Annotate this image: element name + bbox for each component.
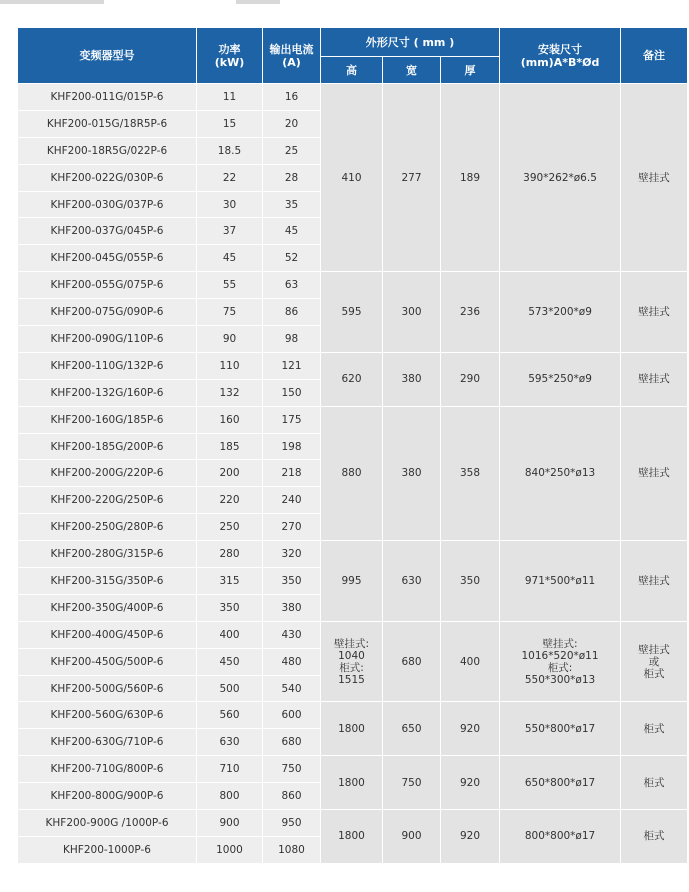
header-height: 高 bbox=[321, 57, 383, 84]
cell-current: 950 bbox=[263, 810, 321, 837]
cell-power: 15 bbox=[197, 110, 263, 137]
cell-remark: 壁挂式 或 柜式 bbox=[621, 621, 688, 702]
cell-power: 22 bbox=[197, 164, 263, 191]
cell-model: KHF200-090G/110P-6 bbox=[18, 326, 197, 353]
cell-model: KHF200-18R5G/022P-6 bbox=[18, 137, 197, 164]
cell-height: 1800 bbox=[321, 810, 383, 864]
header-width: 宽 bbox=[383, 57, 441, 84]
cell-model: KHF200-400G/450P-6 bbox=[18, 621, 197, 648]
table-row bbox=[18, 621, 688, 648]
cell-width: 630 bbox=[383, 541, 441, 622]
table-row bbox=[18, 810, 688, 837]
cell-remark: 柜式 bbox=[621, 810, 688, 864]
cell-mount-size: 573*200*ø9 bbox=[500, 272, 621, 353]
cell-remark: 壁挂式 bbox=[621, 406, 688, 540]
top-border bbox=[0, 0, 689, 4]
cell-power: 90 bbox=[197, 326, 263, 353]
cell-width: 900 bbox=[383, 810, 441, 864]
cell-current: 1080 bbox=[263, 836, 321, 863]
cell-power: 18.5 bbox=[197, 137, 263, 164]
spec-table bbox=[17, 27, 688, 864]
cell-model: KHF200-055G/075P-6 bbox=[18, 272, 197, 299]
header-depth: 厚 bbox=[441, 57, 500, 84]
cell-model: KHF200-185G/200P-6 bbox=[18, 433, 197, 460]
cell-current: 270 bbox=[263, 514, 321, 541]
cell-current: 63 bbox=[263, 272, 321, 299]
cell-mount-size: 650*800*ø17 bbox=[500, 756, 621, 810]
cell-height: 880 bbox=[321, 406, 383, 540]
cell-power: 220 bbox=[197, 487, 263, 514]
cell-current: 45 bbox=[263, 218, 321, 245]
cell-depth: 358 bbox=[441, 406, 500, 540]
cell-current: 860 bbox=[263, 783, 321, 810]
cell-mount-size: 壁挂式: 1016*520*ø11 柜式: 550*300*ø13 bbox=[500, 621, 621, 702]
cell-model: KHF200-030G/037P-6 bbox=[18, 191, 197, 218]
cell-current: 175 bbox=[263, 406, 321, 433]
cell-width: 277 bbox=[383, 84, 441, 272]
header-current: 输出电流 (A) bbox=[263, 28, 321, 84]
table-row bbox=[18, 756, 688, 783]
cell-current: 198 bbox=[263, 433, 321, 460]
cell-current: 680 bbox=[263, 729, 321, 756]
cell-model: KHF200-630G/710P-6 bbox=[18, 729, 197, 756]
cell-model: KHF200-022G/030P-6 bbox=[18, 164, 197, 191]
cell-remark: 柜式 bbox=[621, 702, 688, 756]
cell-power: 710 bbox=[197, 756, 263, 783]
cell-model: KHF200-220G/250P-6 bbox=[18, 487, 197, 514]
table-body bbox=[18, 84, 688, 864]
cell-remark: 壁挂式 bbox=[621, 84, 688, 272]
cell-current: 380 bbox=[263, 594, 321, 621]
cell-width: 650 bbox=[383, 702, 441, 756]
cell-model: KHF200-015G/18R5P-6 bbox=[18, 110, 197, 137]
cell-power: 250 bbox=[197, 514, 263, 541]
cell-power: 630 bbox=[197, 729, 263, 756]
cell-depth: 400 bbox=[441, 621, 500, 702]
cell-current: 600 bbox=[263, 702, 321, 729]
cell-model: KHF200-045G/055P-6 bbox=[18, 245, 197, 272]
cell-width: 680 bbox=[383, 621, 441, 702]
cell-power: 200 bbox=[197, 460, 263, 487]
cell-width: 380 bbox=[383, 406, 441, 540]
cell-current: 121 bbox=[263, 352, 321, 379]
cell-current: 480 bbox=[263, 648, 321, 675]
cell-model: KHF200-315G/350P-6 bbox=[18, 568, 197, 595]
cell-current: 430 bbox=[263, 621, 321, 648]
cell-power: 1000 bbox=[197, 836, 263, 863]
table-row bbox=[18, 702, 688, 729]
cell-power: 350 bbox=[197, 594, 263, 621]
cell-model: KHF200-011G/015P-6 bbox=[18, 84, 197, 111]
cell-current: 150 bbox=[263, 379, 321, 406]
cell-model: KHF200-500G/560P-6 bbox=[18, 675, 197, 702]
cell-depth: 236 bbox=[441, 272, 500, 353]
cell-model: KHF200-710G/800P-6 bbox=[18, 756, 197, 783]
header-remark: 备注 bbox=[621, 28, 688, 84]
header-model: 变频器型号 bbox=[18, 28, 197, 84]
cell-depth: 920 bbox=[441, 702, 500, 756]
cell-model: KHF200-132G/160P-6 bbox=[18, 379, 197, 406]
cell-height: 壁挂式: 1040 柜式: 1515 bbox=[321, 621, 383, 702]
cell-height: 620 bbox=[321, 352, 383, 406]
cell-current: 35 bbox=[263, 191, 321, 218]
cell-depth: 920 bbox=[441, 756, 500, 810]
cell-power: 185 bbox=[197, 433, 263, 460]
cell-current: 16 bbox=[263, 84, 321, 111]
cell-model: KHF200-037G/045P-6 bbox=[18, 218, 197, 245]
cell-current: 218 bbox=[263, 460, 321, 487]
cell-power: 800 bbox=[197, 783, 263, 810]
cell-power: 400 bbox=[197, 621, 263, 648]
table-header bbox=[18, 28, 688, 84]
cell-power: 11 bbox=[197, 84, 263, 111]
cell-remark: 壁挂式 bbox=[621, 541, 688, 622]
cell-remark: 柜式 bbox=[621, 756, 688, 810]
cell-height: 1800 bbox=[321, 702, 383, 756]
cell-power: 160 bbox=[197, 406, 263, 433]
cell-width: 380 bbox=[383, 352, 441, 406]
cell-height: 1800 bbox=[321, 756, 383, 810]
cell-mount-size: 971*500*ø11 bbox=[500, 541, 621, 622]
cell-model: KHF200-1000P-6 bbox=[18, 836, 197, 863]
cell-power: 900 bbox=[197, 810, 263, 837]
cell-depth: 189 bbox=[441, 84, 500, 272]
cell-current: 320 bbox=[263, 541, 321, 568]
top-border-segment bbox=[236, 0, 280, 4]
cell-model: KHF200-900G /1000P-6 bbox=[18, 810, 197, 837]
cell-power: 75 bbox=[197, 299, 263, 326]
cell-width: 750 bbox=[383, 756, 441, 810]
cell-power: 37 bbox=[197, 218, 263, 245]
cell-height: 410 bbox=[321, 84, 383, 272]
table-row bbox=[18, 541, 688, 568]
cell-model: KHF200-450G/500P-6 bbox=[18, 648, 197, 675]
cell-current: 540 bbox=[263, 675, 321, 702]
top-border-segment bbox=[0, 0, 104, 4]
cell-current: 750 bbox=[263, 756, 321, 783]
cell-power: 560 bbox=[197, 702, 263, 729]
cell-model: KHF200-280G/315P-6 bbox=[18, 541, 197, 568]
header-dimensions: 外形尺寸 ( mm ) bbox=[321, 28, 500, 57]
cell-mount-size: 550*800*ø17 bbox=[500, 702, 621, 756]
cell-power: 315 bbox=[197, 568, 263, 595]
cell-power: 30 bbox=[197, 191, 263, 218]
cell-power: 450 bbox=[197, 648, 263, 675]
cell-current: 350 bbox=[263, 568, 321, 595]
cell-current: 98 bbox=[263, 326, 321, 353]
cell-depth: 920 bbox=[441, 810, 500, 864]
cell-depth: 290 bbox=[441, 352, 500, 406]
cell-current: 20 bbox=[263, 110, 321, 137]
cell-current: 52 bbox=[263, 245, 321, 272]
header-power: 功率 (kW) bbox=[197, 28, 263, 84]
cell-width: 300 bbox=[383, 272, 441, 353]
cell-model: KHF200-110G/132P-6 bbox=[18, 352, 197, 379]
table-row bbox=[18, 272, 688, 299]
cell-model: KHF200-800G/900P-6 bbox=[18, 783, 197, 810]
cell-mount-size: 800*800*ø17 bbox=[500, 810, 621, 864]
cell-power: 45 bbox=[197, 245, 263, 272]
cell-mount-size: 840*250*ø13 bbox=[500, 406, 621, 540]
cell-power: 280 bbox=[197, 541, 263, 568]
table-row bbox=[18, 406, 688, 433]
cell-current: 240 bbox=[263, 487, 321, 514]
cell-depth: 350 bbox=[441, 541, 500, 622]
cell-model: KHF200-560G/630P-6 bbox=[18, 702, 197, 729]
cell-remark: 壁挂式 bbox=[621, 272, 688, 353]
cell-power: 110 bbox=[197, 352, 263, 379]
cell-current: 86 bbox=[263, 299, 321, 326]
cell-model: KHF200-200G/220P-6 bbox=[18, 460, 197, 487]
cell-power: 132 bbox=[197, 379, 263, 406]
cell-model: KHF200-075G/090P-6 bbox=[18, 299, 197, 326]
table-row bbox=[18, 352, 688, 379]
cell-model: KHF200-160G/185P-6 bbox=[18, 406, 197, 433]
table-row bbox=[18, 84, 688, 111]
cell-mount-size: 390*262*ø6.5 bbox=[500, 84, 621, 272]
cell-power: 55 bbox=[197, 272, 263, 299]
cell-height: 995 bbox=[321, 541, 383, 622]
cell-mount-size: 595*250*ø9 bbox=[500, 352, 621, 406]
cell-model: KHF200-250G/280P-6 bbox=[18, 514, 197, 541]
cell-height: 595 bbox=[321, 272, 383, 353]
header-mount-size: 安装尺寸 (mm)A*B*Ød bbox=[500, 28, 621, 84]
cell-current: 28 bbox=[263, 164, 321, 191]
cell-remark: 壁挂式 bbox=[621, 352, 688, 406]
cell-power: 500 bbox=[197, 675, 263, 702]
cell-model: KHF200-350G/400P-6 bbox=[18, 594, 197, 621]
cell-current: 25 bbox=[263, 137, 321, 164]
